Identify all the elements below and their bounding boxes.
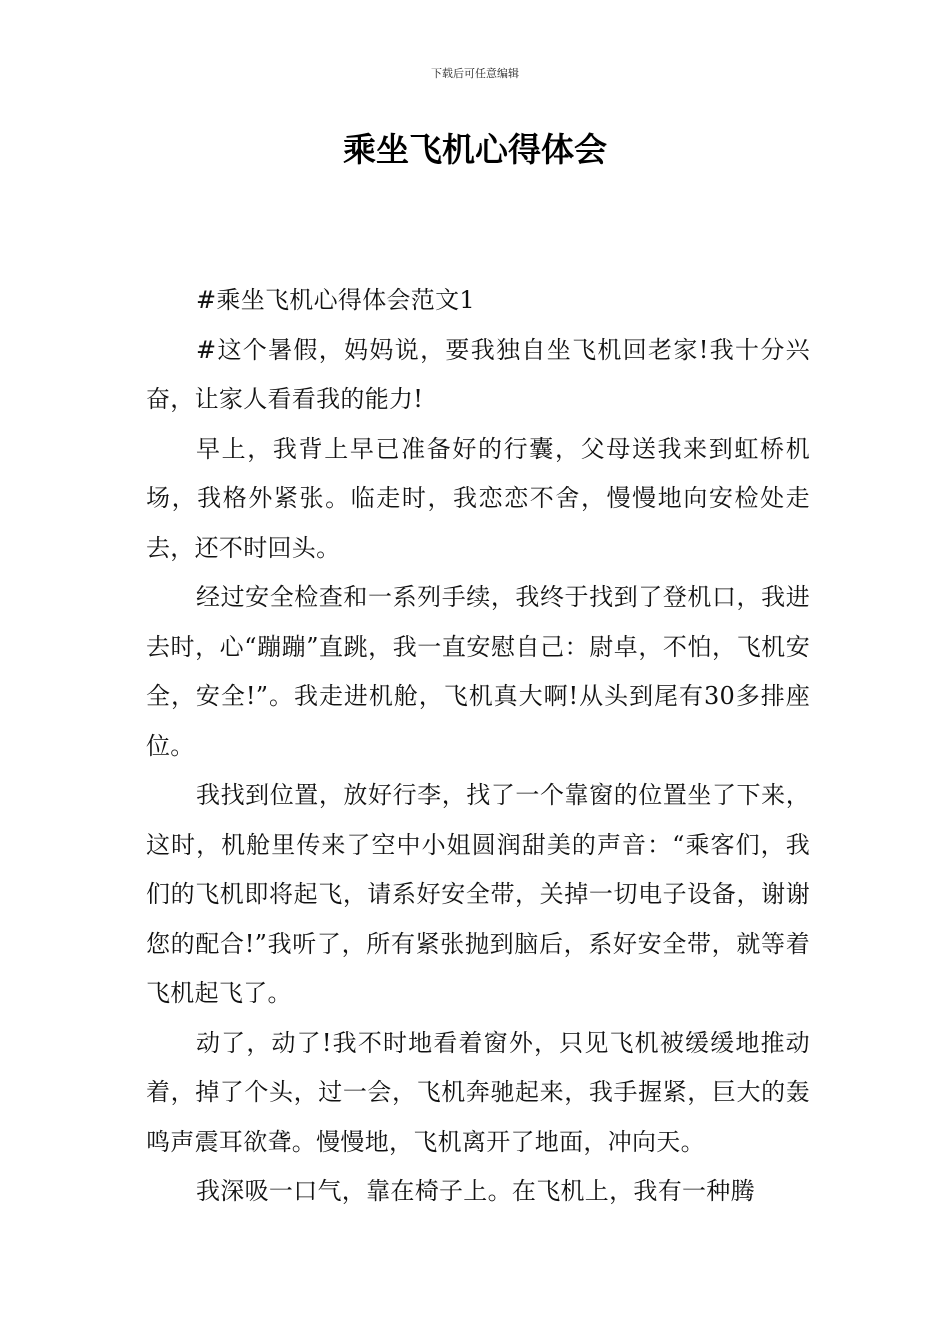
paragraph: 早上，我背上早已准备好的行囊，父母送我来到虹桥机场，我格外紧张。临走时，我恋恋不舍，慢慢地向安检处走去，还不时回头。: [146, 434, 810, 562]
document-title: 乘坐飞机心得体会: [343, 130, 607, 169]
header-note: 下载后可任意编辑: [431, 67, 519, 80]
paragraph: 经过安全检查和一系列手续，我终于找到了登机口，我进去时，心“蹦蹦”直跳，我一直安慰自己：尉卓，不怕，飞机安全，安全!”。我走进机舱，飞机真大啊!从头到尾有30多排座位。: [146, 583, 810, 760]
paragraph: 我找到位置，放好行李，找了一个靠窗的位置坐了下来，这时，机舱里传来了空中小姐圆润甜美的声音：“乘客们，我们的飞机即将起飞，请系好安全带，关掉一切电子设备，谢谢您的配合!”我听了，所有紧张抛到脑后，系好安全带，就等着飞机起飞了。: [146, 781, 810, 1007]
paragraph: #乘坐飞机心得体会范文1: [196, 286, 475, 314]
paragraph: #这个暑假，妈妈说，要我独自坐飞机回老家!我十分兴奋，让家人看看我的能力!: [146, 335, 810, 413]
paragraph: 动了，动了!我不时地看着窗外，只见飞机被缓缓地推动着，掉了个头，过一会，飞机奔驰起来，我手握紧，巨大的轰鸣声震耳欲聋。慢慢地，飞机离开了地面，冲向天。: [146, 1028, 810, 1156]
document-body: [146, 276, 810, 1217]
paragraph: 我深吸一口气，靠在椅子上。在飞机上，我有一种腾: [196, 1177, 755, 1205]
